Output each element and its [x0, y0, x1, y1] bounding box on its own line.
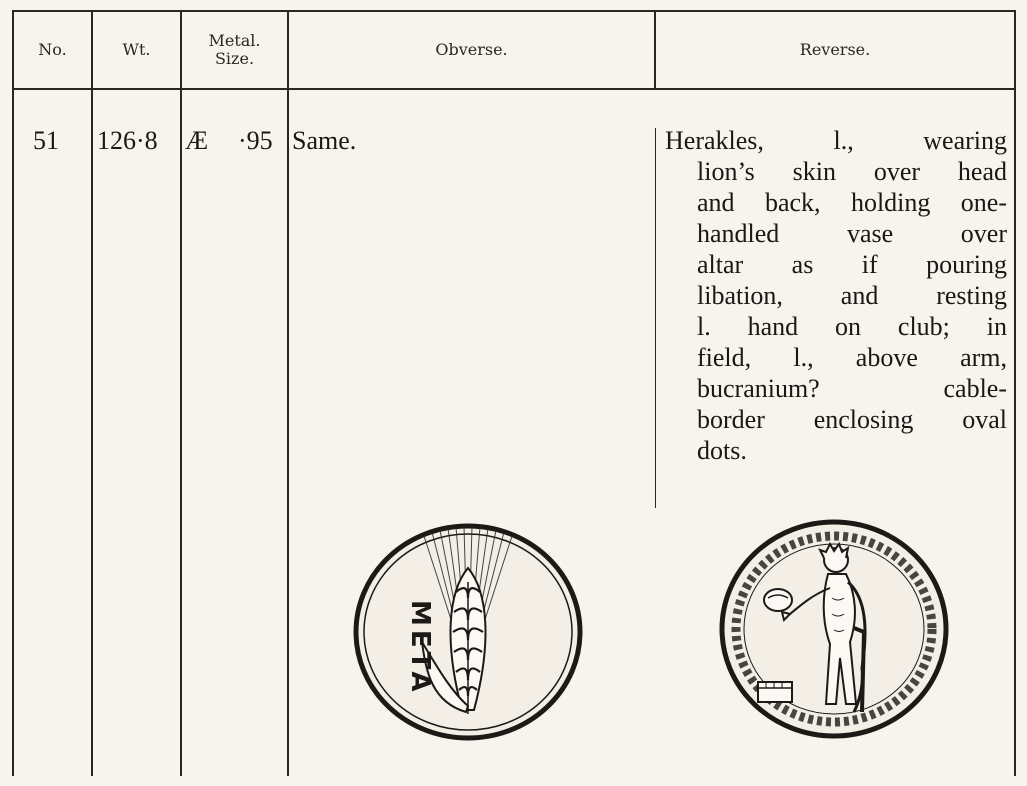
column-rule-wt: [180, 10, 182, 776]
reverse-bracket-rule: [655, 128, 656, 508]
cell-obverse: Same.: [292, 126, 357, 155]
reverse-line: altar as if pouring: [697, 250, 1007, 279]
top-rule: [12, 10, 1015, 12]
reverse-line: bucranium? cable-: [697, 374, 1007, 403]
header-wt: Wt.: [122, 40, 151, 59]
column-rule-no: [91, 10, 93, 776]
header-metal-size: Metal. Size.: [208, 31, 261, 68]
reverse-coin-illustration: [718, 518, 950, 740]
cell-reverse: [667, 125, 1007, 466]
obverse-coin-illustration: [352, 522, 584, 742]
header-obverse: Obverse.: [435, 40, 508, 59]
reverse-line: field, l., above arm,: [697, 343, 1007, 372]
reverse-line: and back, holding one-: [697, 188, 1007, 217]
header-no: No.: [38, 40, 67, 59]
column-rule-metal: [287, 10, 289, 776]
cell-metal: Æ: [185, 126, 209, 155]
cell-no: 51: [33, 126, 59, 155]
reverse-line: libation, and resting: [697, 281, 1007, 310]
obverse-legend: META: [405, 600, 435, 696]
reverse-line: Herakles, l., wearing: [665, 126, 1007, 155]
bucranium-icon: [764, 589, 792, 611]
header-reverse: Reverse.: [799, 40, 871, 59]
column-rule-left: [12, 10, 14, 776]
cell-weight: 126·8: [97, 126, 158, 155]
column-rule-right: [1014, 10, 1016, 776]
reverse-line: lion’s skin over head: [697, 157, 1007, 186]
reverse-line: handled vase over: [697, 219, 1007, 248]
reverse-line: dots.: [697, 436, 747, 465]
reverse-line: l. hand on club; in: [697, 312, 1007, 341]
reverse-line: border enclosing oval: [697, 405, 1007, 434]
header-rule: [12, 88, 1015, 90]
cell-size: ·95: [238, 126, 273, 155]
